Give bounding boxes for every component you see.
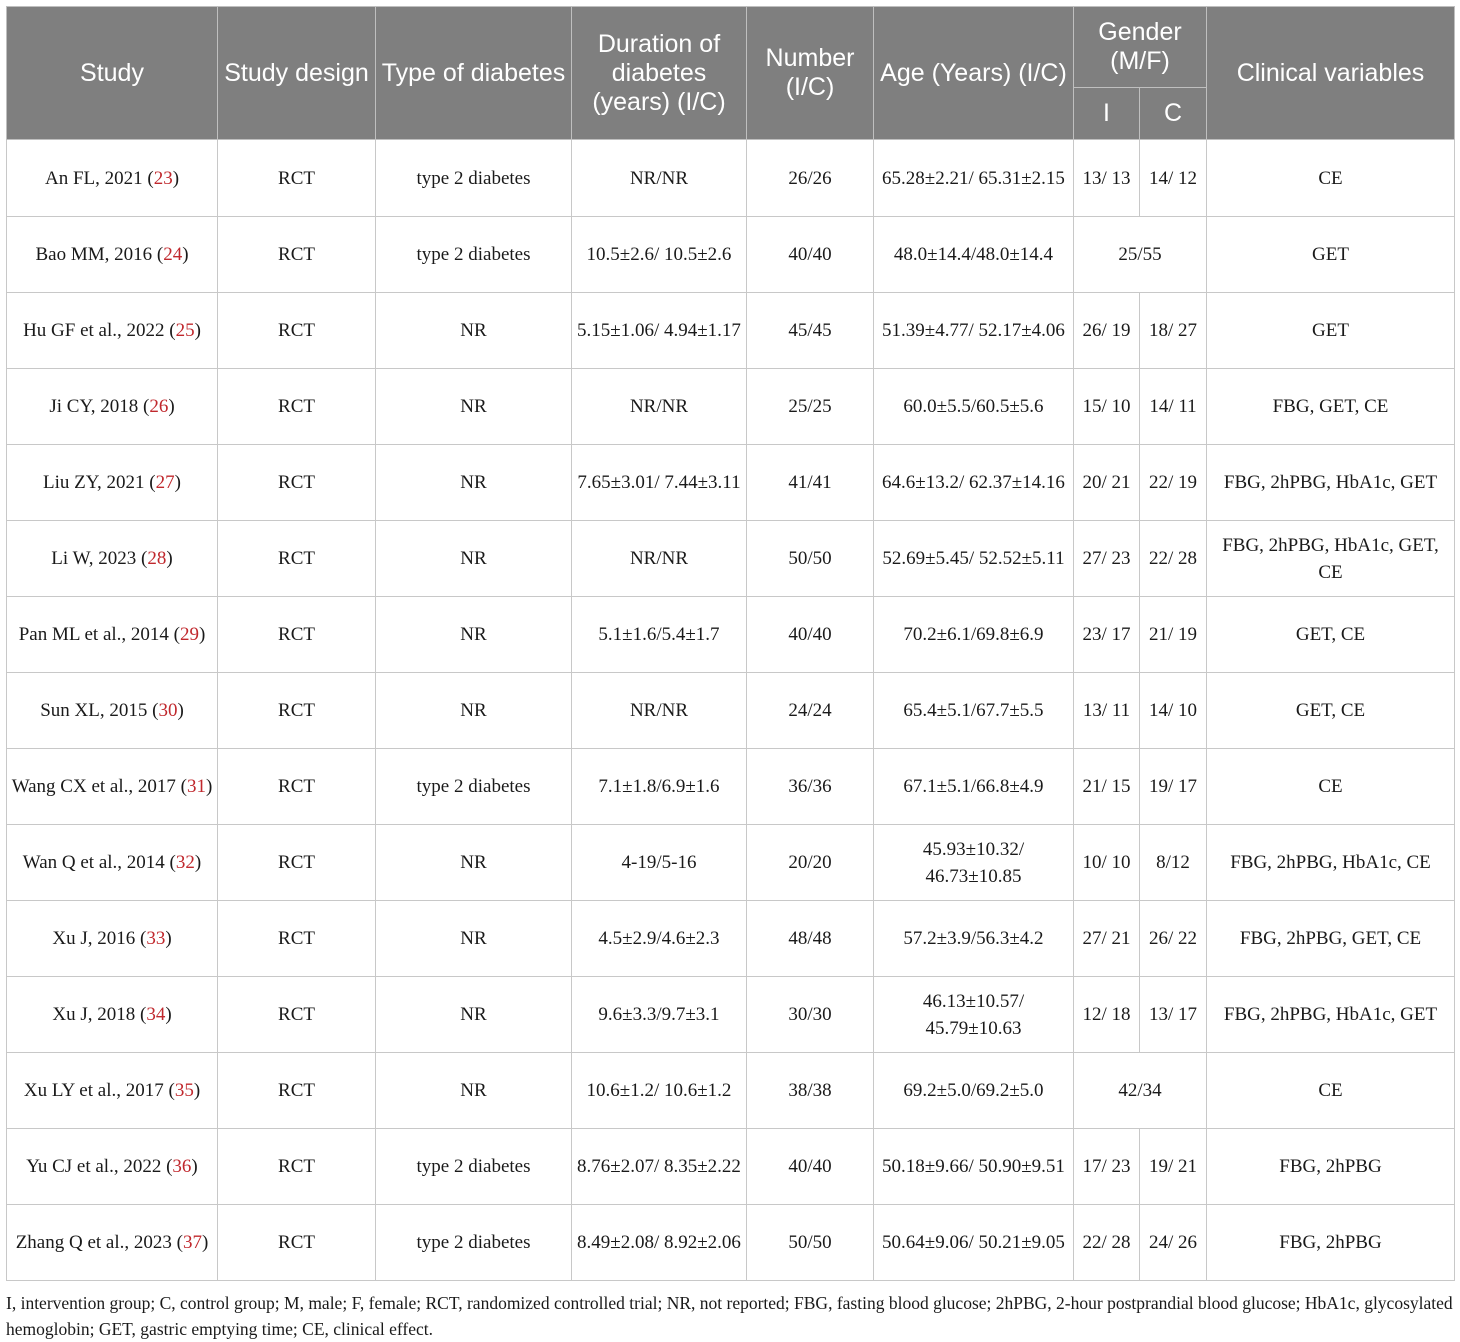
cell-study: Hu GF et al., 2022 (25) <box>7 293 218 369</box>
cell-study: Wan Q et al., 2014 (32) <box>7 825 218 901</box>
cell-gender-c: 14/ 12 <box>1140 140 1207 217</box>
cell-clinical-variables: FBG, 2hPBG, GET, CE <box>1207 901 1455 977</box>
reference-link[interactable]: 30 <box>158 700 178 721</box>
header-gender-i: I <box>1074 88 1140 140</box>
cell-duration: NR/NR <box>572 521 747 597</box>
cell-age: 60.0±5.5/60.5±5.6 <box>874 369 1074 445</box>
cell-study: An FL, 2021 (23) <box>7 140 218 217</box>
cell-duration: 4.5±2.9/4.6±2.3 <box>572 901 747 977</box>
cell-gender-i: 20/ 21 <box>1074 445 1140 521</box>
cell-number: 36/36 <box>747 749 874 825</box>
cell-study-design: RCT <box>218 140 376 217</box>
cell-clinical-variables: CE <box>1207 749 1455 825</box>
reference-link[interactable]: 36 <box>172 1156 192 1177</box>
cell-study-design: RCT <box>218 673 376 749</box>
cell-study: Liu ZY, 2021 (27) <box>7 445 218 521</box>
cell-duration: NR/NR <box>572 140 747 217</box>
header-type-of-diabetes: Type of diabetes <box>376 7 572 140</box>
cell-gender-i: 13/ 11 <box>1074 673 1140 749</box>
reference-link[interactable]: 34 <box>146 1004 166 1025</box>
cell-gender-i: 17/ 23 <box>1074 1129 1140 1205</box>
cell-age: 69.2±5.0/69.2±5.0 <box>874 1053 1074 1129</box>
cell-clinical-variables: GET, CE <box>1207 673 1455 749</box>
cell-study: Xu J, 2018 (34) <box>7 977 218 1053</box>
study-name: Ji CY, 2018 <box>49 396 139 417</box>
table-row <box>7 825 1455 901</box>
cell-clinical-variables: CE <box>1207 140 1455 217</box>
cell-gender-c: 26/ 22 <box>1140 901 1207 977</box>
study-characteristics-table <box>6 6 1455 1281</box>
study-name: Yu CJ et al., 2022 <box>26 1156 162 1177</box>
cell-study-design: RCT <box>218 369 376 445</box>
study-name: Hu GF et al., 2022 <box>23 320 165 341</box>
cell-gender-i: 21/ 15 <box>1074 749 1140 825</box>
table-row <box>7 217 1455 293</box>
cell-age: 50.18±9.66/ 50.90±9.51 <box>874 1129 1074 1205</box>
cell-type-of-diabetes: type 2 diabetes <box>376 140 572 217</box>
cell-gender-i: 22/ 28 <box>1074 1205 1140 1281</box>
table-row <box>7 597 1455 673</box>
cell-duration: 5.15±1.06/ 4.94±1.17 <box>572 293 747 369</box>
cell-gender-c: 18/ 27 <box>1140 293 1207 369</box>
cell-type-of-diabetes: NR <box>376 977 572 1053</box>
cell-gender-i: 27/ 23 <box>1074 521 1140 597</box>
header-clinical-variables: Clinical variables <box>1207 7 1455 140</box>
cell-gender-i: 10/ 10 <box>1074 825 1140 901</box>
cell-duration: 7.1±1.8/6.9±1.6 <box>572 749 747 825</box>
cell-study-design: RCT <box>218 749 376 825</box>
cell-number: 30/30 <box>747 977 874 1053</box>
table-row <box>7 1053 1455 1129</box>
cell-clinical-variables: FBG, 2hPBG, HbA1c, GET, CE <box>1207 521 1455 597</box>
cell-study-design: RCT <box>218 521 376 597</box>
cell-study-design: RCT <box>218 1129 376 1205</box>
cell-age: 52.69±5.45/ 52.52±5.11 <box>874 521 1074 597</box>
header-age: Age (Years) (I/C) <box>874 7 1074 140</box>
cell-number: 38/38 <box>747 1053 874 1129</box>
reference-link[interactable]: 26 <box>149 396 169 417</box>
table-row <box>7 749 1455 825</box>
cell-type-of-diabetes: NR <box>376 293 572 369</box>
cell-clinical-variables: FBG, 2hPBG, HbA1c, GET <box>1207 977 1455 1053</box>
cell-type-of-diabetes: NR <box>376 521 572 597</box>
cell-age: 67.1±5.1/66.8±4.9 <box>874 749 1074 825</box>
study-name: An FL, 2021 <box>44 167 143 189</box>
cell-number: 40/40 <box>747 217 874 293</box>
cell-number: 40/40 <box>747 597 874 673</box>
study-name: Li W, 2023 <box>51 548 137 569</box>
cell-gender-c: 8/12 <box>1140 825 1207 901</box>
reference-link[interactable]: 27 <box>155 472 175 493</box>
cell-gender-c: 22/ 28 <box>1140 521 1207 597</box>
cell-number: 26/26 <box>747 140 874 217</box>
study-name: Xu LY et al., 2017 <box>23 1080 164 1101</box>
table-body <box>7 140 1455 1281</box>
cell-duration: 5.1±1.6/5.4±1.7 <box>572 597 747 673</box>
cell-duration: NR/NR <box>572 369 747 445</box>
cell-type-of-diabetes: type 2 diabetes <box>376 1129 572 1205</box>
reference-link[interactable]: 35 <box>174 1080 194 1101</box>
cell-clinical-variables: FBG, 2hPBG, HbA1c, GET <box>1207 445 1455 521</box>
study-table-container <box>6 6 1454 1281</box>
cell-study-design: RCT <box>218 293 376 369</box>
cell-number: 24/24 <box>747 673 874 749</box>
header-duration: Duration of diabetes (years) (I/C) <box>572 7 747 140</box>
cell-gender-c: 22/ 19 <box>1140 445 1207 521</box>
cell-study: Li W, 2023 (28) <box>7 521 218 597</box>
header-gender-c: C <box>1140 88 1207 140</box>
cell-number: 20/20 <box>747 825 874 901</box>
table-row <box>7 445 1455 521</box>
cell-clinical-variables: FBG, GET, CE <box>1207 369 1455 445</box>
cell-age: 46.13±10.57/ 45.79±10.63 <box>874 977 1074 1053</box>
table-row <box>7 140 1455 217</box>
cell-type-of-diabetes: type 2 diabetes <box>376 749 572 825</box>
cell-age: 48.0±14.4/48.0±14.4 <box>874 217 1074 293</box>
cell-study-design: RCT <box>218 825 376 901</box>
cell-clinical-variables: GET <box>1207 293 1455 369</box>
study-name: Xu J, 2018 <box>52 1004 136 1025</box>
cell-gender-c: 21/ 19 <box>1140 597 1207 673</box>
cell-study-design: RCT <box>218 901 376 977</box>
cell-type-of-diabetes: type 2 diabetes <box>376 217 572 293</box>
cell-duration: 9.6±3.3/9.7±3.1 <box>572 977 747 1053</box>
cell-gender-i: 15/ 10 <box>1074 369 1140 445</box>
cell-age: 50.64±9.06/ 50.21±9.05 <box>874 1205 1074 1281</box>
cell-study: Yu CJ et al., 2022 (36) <box>7 1129 218 1205</box>
header-gender: Gender (M/F) <box>1074 7 1207 88</box>
table-row <box>7 293 1455 369</box>
cell-gender-c: 14/ 10 <box>1140 673 1207 749</box>
header-study: Study <box>7 7 218 140</box>
reference-link[interactable]: 25 <box>175 320 195 341</box>
study-name: Liu ZY, 2021 <box>43 472 145 493</box>
table-row <box>7 1129 1455 1205</box>
cell-gender-i: 26/ 19 <box>1074 293 1140 369</box>
cell-clinical-variables: FBG, 2hPBG <box>1207 1205 1455 1281</box>
cell-gender-i: 27/ 21 <box>1074 901 1140 977</box>
cell-study-design: RCT <box>218 597 376 673</box>
reference-link[interactable]: 29 <box>179 624 199 645</box>
cell-duration: 4-19/5-16 <box>572 825 747 901</box>
reference-link[interactable]: 31 <box>186 776 206 797</box>
cell-gender-i: 13/ 13 <box>1074 140 1140 217</box>
study-name: Bao MM, 2016 <box>35 244 153 265</box>
cell-gender-c: 13/ 17 <box>1140 977 1207 1053</box>
table-footnote: I, intervention group; C, control group; M, male; F, female; RCT, randomized controlled trial; NR, not reported; FBG, fasting blood glucose; 2hPBG, 2-hour postprandial blood glucose; HbA1c, glycosylated hemoglobin; GET, gastric emptying time; CE, clinical effect. <box>6 1293 1453 1339</box>
cell-number: 25/25 <box>747 369 874 445</box>
cell-type-of-diabetes: NR <box>376 597 572 673</box>
table-row <box>7 673 1455 749</box>
cell-study: Bao MM, 2016 (24) <box>7 217 218 293</box>
cell-age: 45.93±10.32/ 46.73±10.85 <box>874 825 1074 901</box>
cell-study-design: RCT <box>218 977 376 1053</box>
cell-gender-c: 19/ 17 <box>1140 749 1207 825</box>
header-study-design: Study design <box>218 7 376 140</box>
cell-age: 64.6±13.2/ 62.37±14.16 <box>874 445 1074 521</box>
cell-duration: 7.65±3.01/ 7.44±3.11 <box>572 445 747 521</box>
cell-duration: 8.49±2.08/ 8.92±2.06 <box>572 1205 747 1281</box>
cell-study: Sun XL, 2015 (30) <box>7 673 218 749</box>
cell-clinical-variables: FBG, 2hPBG <box>1207 1129 1455 1205</box>
cell-type-of-diabetes: NR <box>376 825 572 901</box>
table-row <box>7 521 1455 597</box>
table-row <box>7 977 1455 1053</box>
study-name: Wan Q et al., 2014 <box>22 852 165 873</box>
cell-gender-i: 12/ 18 <box>1074 977 1140 1053</box>
cell-study: Pan ML et al., 2014 (29) <box>7 597 218 673</box>
cell-clinical-variables: GET, CE <box>1207 597 1455 673</box>
study-name: Xu J, 2016 <box>52 928 136 949</box>
cell-type-of-diabetes: type 2 diabetes <box>376 1205 572 1281</box>
cell-duration: 8.76±2.07/ 8.35±2.22 <box>572 1129 747 1205</box>
cell-number: 41/41 <box>747 445 874 521</box>
cell-study: Wang CX et al., 2017 (31) <box>7 749 218 825</box>
reference-link[interactable]: 24 <box>163 244 183 265</box>
reference-link[interactable]: 33 <box>146 928 166 949</box>
header-number: Number (I/C) <box>747 7 874 140</box>
table-row <box>7 369 1455 445</box>
cell-study: Xu J, 2016 (33) <box>7 901 218 977</box>
study-name: Pan ML et al., 2014 <box>18 624 169 645</box>
cell-study: Ji CY, 2018 (26) <box>7 369 218 445</box>
cell-age: 57.2±3.9/56.3±4.2 <box>874 901 1074 977</box>
study-name: Zhang Q et al., 2023 <box>15 1232 172 1253</box>
cell-age: 70.2±6.1/69.8±6.9 <box>874 597 1074 673</box>
cell-type-of-diabetes: NR <box>376 1053 572 1129</box>
cell-gender-i: 23/ 17 <box>1074 597 1140 673</box>
cell-age: 65.28±2.21/ 65.31±2.15 <box>874 140 1074 217</box>
cell-gender-combined: 42/34 <box>1074 1053 1207 1129</box>
cell-gender-c: 14/ 11 <box>1140 369 1207 445</box>
cell-study: Zhang Q et al., 2023 (37) <box>7 1205 218 1281</box>
study-name: Wang CX et al., 2017 <box>11 776 176 797</box>
study-name: Sun XL, 2015 <box>40 700 148 721</box>
cell-study-design: RCT <box>218 1205 376 1281</box>
reference-link[interactable]: 32 <box>175 852 195 873</box>
cell-duration: NR/NR <box>572 673 747 749</box>
cell-study-design: RCT <box>218 217 376 293</box>
table-header <box>7 7 1455 140</box>
cell-type-of-diabetes: NR <box>376 673 572 749</box>
reference-link[interactable]: 28 <box>147 548 167 569</box>
cell-gender-c: 19/ 21 <box>1140 1129 1207 1205</box>
cell-study: Xu LY et al., 2017 (35) <box>7 1053 218 1129</box>
cell-number: 45/45 <box>747 293 874 369</box>
cell-type-of-diabetes: NR <box>376 901 572 977</box>
table-row <box>7 1205 1455 1281</box>
cell-type-of-diabetes: NR <box>376 445 572 521</box>
cell-study-design: RCT <box>218 445 376 521</box>
cell-gender-c: 24/ 26 <box>1140 1205 1207 1281</box>
cell-age: 51.39±4.77/ 52.17±4.06 <box>874 293 1074 369</box>
cell-clinical-variables: GET <box>1207 217 1455 293</box>
cell-gender-combined: 25/55 <box>1074 217 1207 293</box>
cell-duration: 10.5±2.6/ 10.5±2.6 <box>572 217 747 293</box>
cell-study-design: RCT <box>218 1053 376 1129</box>
reference-link[interactable]: 23 <box>153 167 173 189</box>
cell-number: 50/50 <box>747 1205 874 1281</box>
reference-link[interactable]: 37 <box>182 1232 202 1253</box>
cell-number: 48/48 <box>747 901 874 977</box>
cell-clinical-variables: FBG, 2hPBG, HbA1c, CE <box>1207 825 1455 901</box>
cell-number: 50/50 <box>747 521 874 597</box>
cell-number: 40/40 <box>747 1129 874 1205</box>
cell-duration: 10.6±1.2/ 10.6±1.2 <box>572 1053 747 1129</box>
table-row <box>7 901 1455 977</box>
cell-type-of-diabetes: NR <box>376 369 572 445</box>
cell-age: 65.4±5.1/67.7±5.5 <box>874 673 1074 749</box>
cell-clinical-variables: CE <box>1207 1053 1455 1129</box>
